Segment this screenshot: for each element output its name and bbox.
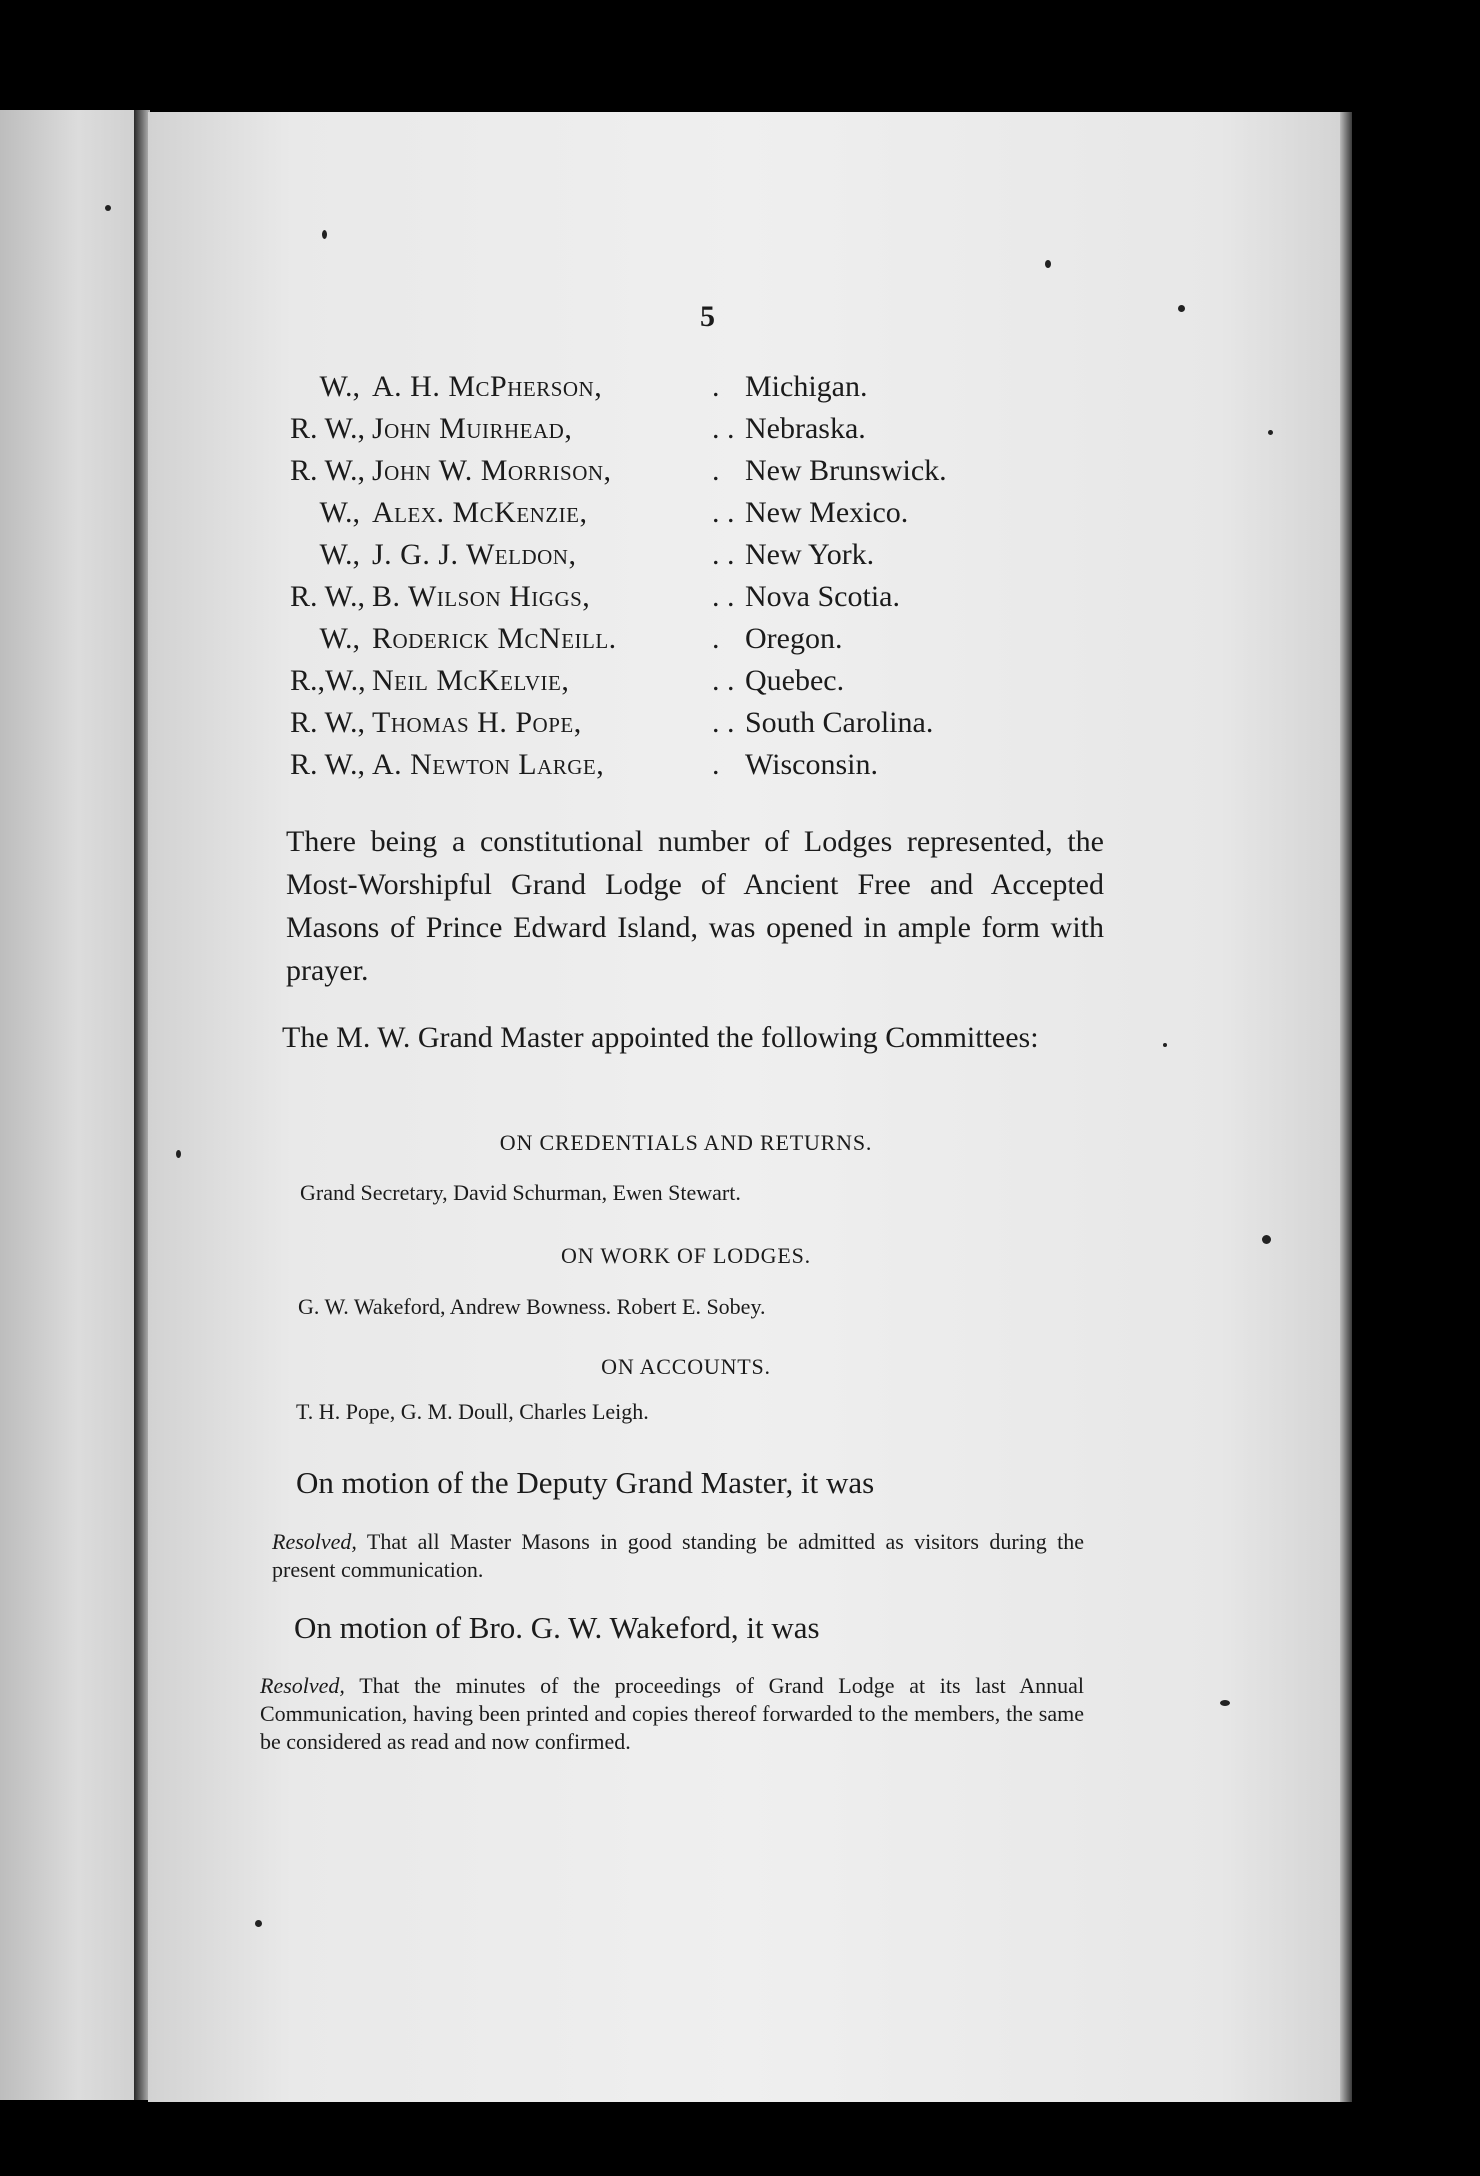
roster-leader: . . bbox=[712, 664, 735, 697]
roster-leader: . bbox=[712, 454, 720, 487]
roster-title: W., bbox=[319, 370, 360, 403]
roster-title: R. W., bbox=[290, 706, 366, 739]
roster-leader: . . bbox=[712, 496, 735, 529]
roster-jurisdiction: New Brunswick. bbox=[745, 454, 947, 487]
roster-row bbox=[290, 622, 1050, 664]
roster-row bbox=[290, 664, 1050, 706]
roster-name: John Muirhead, bbox=[372, 412, 573, 445]
roster-row bbox=[290, 538, 1050, 580]
roster-leader: . . bbox=[712, 412, 735, 445]
opening-paragraph: There being a constitutional number of Lodges represented, the Most-Worshipful Grand Lodge of Ancient Free and Accepted Masons of Prince Edward Island, was opened in ample form with prayer. bbox=[286, 825, 1104, 987]
previous-page-edge bbox=[0, 110, 142, 2100]
roster-jurisdiction: Nebraska. bbox=[745, 412, 866, 445]
roster-title: R.,W., bbox=[290, 664, 366, 697]
roster-leader: . . bbox=[712, 706, 735, 739]
resolved-word: Resolved, bbox=[272, 1529, 357, 1554]
roster-title: W., bbox=[319, 622, 360, 655]
roster-leader: . bbox=[712, 748, 720, 781]
roster-name: Roderick McNeill. bbox=[372, 622, 617, 655]
page-edge-shadow bbox=[1340, 112, 1352, 2102]
roster-name: B. Wilson Higgs, bbox=[372, 580, 591, 613]
roster-title: R. W., bbox=[290, 412, 366, 445]
roster-jurisdiction: New Mexico. bbox=[745, 496, 909, 529]
representatives-list bbox=[290, 370, 1050, 790]
roster-name: John W. Morrison, bbox=[372, 454, 612, 487]
resolution-text bbox=[260, 1672, 1084, 1756]
roster-title: W., bbox=[319, 496, 360, 529]
resolution-body: That the minutes of the proceedings of Grand Lodge at its last Annual Communication, having been printed and copies thereof forwarded to the members, the same be considered as read and now confirmed. bbox=[260, 1673, 1085, 1754]
roster-leader: . . bbox=[712, 538, 735, 571]
roster-name: Alex. McKenzie, bbox=[372, 496, 588, 529]
committee-heading: ON ACCOUNTS. bbox=[601, 1354, 771, 1379]
roster-row bbox=[290, 454, 1050, 496]
roster-jurisdiction: South Carolina. bbox=[745, 706, 934, 739]
roster-title: R. W., bbox=[290, 580, 366, 613]
motion-intro: On motion of the Deputy Grand Master, it was bbox=[296, 1465, 875, 1500]
roster-jurisdiction: Quebec. bbox=[745, 664, 845, 697]
roster-jurisdiction: Michigan. bbox=[745, 370, 868, 403]
committee-heading: ON CREDENTIALS AND RETURNS. bbox=[499, 1130, 873, 1155]
committee-members: G. W. Wakeford, Andrew Bowness. Robert E. Sobey. bbox=[298, 1294, 766, 1319]
roster-title: W., bbox=[319, 538, 360, 571]
roster-leader: . bbox=[712, 370, 720, 403]
resolution-body: That all Master Masons in good standing be admitted as visitors during the present communication. bbox=[272, 1529, 1084, 1582]
roster-row bbox=[290, 370, 1050, 412]
committee-members: T. H. Pope, G. M. Doull, Charles Leigh. bbox=[296, 1399, 649, 1424]
roster-name: J. G. J. Weldon, bbox=[372, 538, 577, 571]
roster-name: A. Newton Large, bbox=[372, 748, 605, 781]
motion-intro: On motion of Bro. G. W. Wakeford, it was bbox=[294, 1610, 820, 1645]
roster-row bbox=[290, 748, 1050, 790]
roster-row bbox=[290, 496, 1050, 538]
resolved-word: Resolved, bbox=[260, 1673, 345, 1698]
roster-jurisdiction: Oregon. bbox=[745, 622, 843, 655]
committees-paragraph: The M. W. Grand Master appointed the following Committees: bbox=[282, 1021, 1039, 1054]
roster-name: A. H. McPherson, bbox=[372, 370, 603, 403]
resolution-text bbox=[272, 1528, 1084, 1584]
roster-title: R. W., bbox=[290, 748, 366, 781]
committee-members: Grand Secretary, David Schurman, Ewen Stewart. bbox=[300, 1180, 741, 1205]
roster-jurisdiction: Wisconsin. bbox=[745, 748, 878, 781]
roster-leader: . bbox=[712, 622, 720, 655]
roster-name: Neil McKelvie, bbox=[372, 664, 570, 697]
roster-leader: . . bbox=[712, 580, 735, 613]
roster-name: Thomas H. Pope, bbox=[372, 706, 582, 739]
roster-jurisdiction: New York. bbox=[745, 538, 875, 571]
committee-heading: ON WORK OF LODGES. bbox=[561, 1243, 811, 1268]
roster-row bbox=[290, 580, 1050, 622]
page-number: 5 bbox=[700, 300, 715, 333]
roster-row bbox=[290, 706, 1050, 748]
roster-row bbox=[290, 412, 1050, 454]
roster-title: R. W., bbox=[290, 454, 366, 487]
roster-jurisdiction: Nova Scotia. bbox=[745, 580, 900, 613]
